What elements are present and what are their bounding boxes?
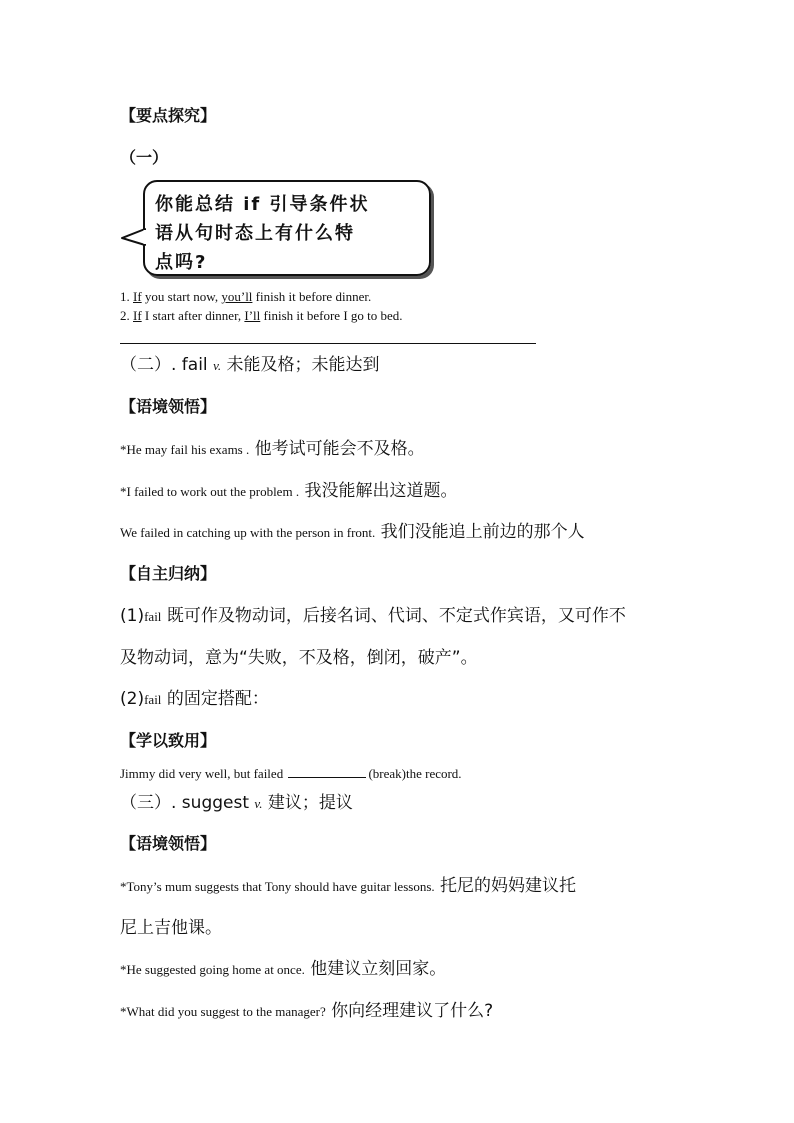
context-heading-2: 【语境领悟】 xyxy=(120,397,217,416)
bubble-line-3: 点吗? xyxy=(155,252,208,273)
section-2-title: （二）. fail v. 未能及格；未能达到 xyxy=(120,355,380,375)
example-sentence-2: 2. If I start after dinner, I’ll finish it before I go to bed. xyxy=(120,308,403,323)
suggest-example-1: *Tony’s mum suggests that Tony should have guitar lessons. 托尼的妈妈建议托 xyxy=(120,876,577,896)
context-heading-3: 【语境领悟】 xyxy=(120,834,217,853)
speech-bubble-tail xyxy=(120,226,146,248)
divider-line xyxy=(120,343,536,344)
underlined-youll: you’ll xyxy=(221,289,253,304)
section-3-title: （三）. suggest v. 建议；提议 xyxy=(120,793,353,813)
fail-example-1: *He may fail his exams . 他考试可能会不及格。 xyxy=(120,439,425,459)
bubble-line-1: 你能总结 if 引导条件状 xyxy=(155,194,370,215)
answer-blank[interactable] xyxy=(288,777,366,778)
section-1-title: （一） xyxy=(120,148,169,167)
summary-point-1-line-2: 及物动词，意为“失败，不及格，倒闭，破产”。 xyxy=(120,648,478,668)
practice-heading: 【学以致用】 xyxy=(120,731,217,750)
summary-heading: 【自主归纳】 xyxy=(120,564,217,583)
speech-bubble xyxy=(143,180,431,276)
underlined-if: If xyxy=(133,289,142,304)
suggest-example-1-continued: 尼上吉他课。 xyxy=(120,918,222,938)
bubble-line-2: 语从句时态上有什么特 xyxy=(155,223,355,244)
summary-point-2: (2)fail 的固定搭配： xyxy=(120,689,269,709)
fail-example-2: *I failed to work out the problem . 我没能解出这道题。 xyxy=(120,481,458,501)
underlined-if: If xyxy=(133,308,142,323)
fail-example-3: We failed in catching up with the person in front. 我们没能追上前边的那个人 xyxy=(120,522,585,542)
underlined-ill: I’ll xyxy=(244,308,261,323)
suggest-example-3: *What did you suggest to the manager? 你向经理建议了什么? xyxy=(120,1001,494,1021)
suggest-example-2: *He suggested going home at once. 他建议立刻回家。 xyxy=(120,959,447,979)
section-heading-key-points: 【要点探究】 xyxy=(120,106,217,125)
practice-question: Jimmy did very well, but failed (break)the record. xyxy=(120,766,462,781)
summary-point-1-line-1: (1)fail 既可作及物动词，后接名词、代词、不定式作宾语，又可作不 xyxy=(120,606,626,626)
example-sentence-1: 1. If you start now, you’ll finish it before dinner. xyxy=(120,289,372,304)
